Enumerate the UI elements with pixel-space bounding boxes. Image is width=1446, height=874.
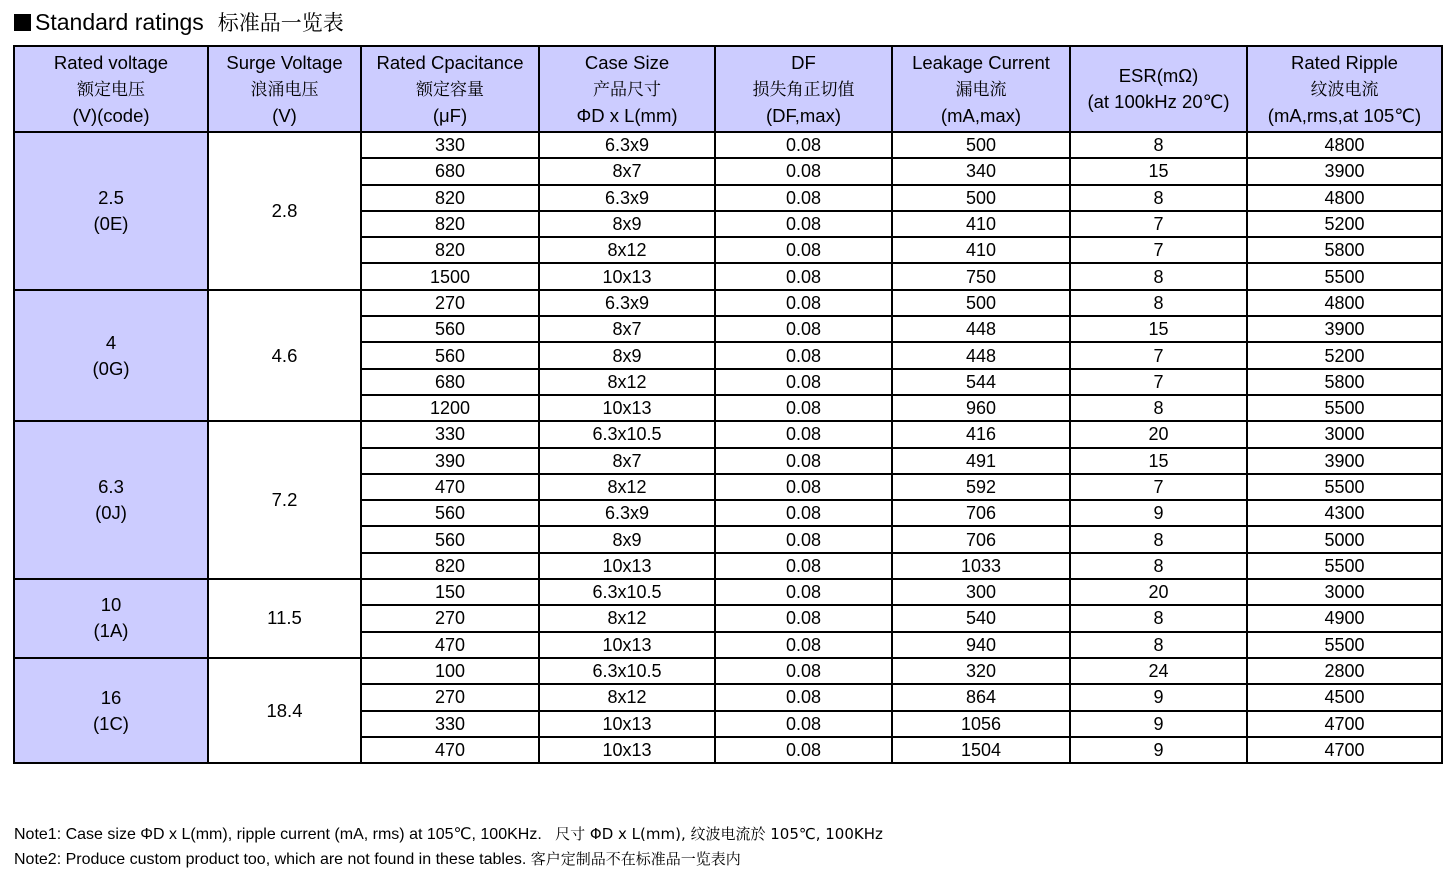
df-cell: 0.08	[715, 474, 892, 500]
case-size-cell: 8x7	[539, 316, 715, 342]
ripple-cell: 5800	[1247, 369, 1442, 395]
header-cn: 产品尺寸	[593, 79, 661, 100]
ripple-cell: 5500	[1247, 632, 1442, 658]
esr-cell: 8	[1070, 185, 1247, 211]
header-en: Case Size	[584, 51, 670, 73]
header-cn: 损失角正切值	[752, 79, 855, 100]
leakage-cell: 500	[892, 290, 1070, 316]
capacitance-cell: 270	[361, 605, 539, 631]
capacitance-cell: 680	[361, 369, 539, 395]
capacitance-cell: 270	[361, 290, 539, 316]
leakage-cell: 1056	[892, 711, 1070, 737]
header-surge-voltage	[208, 46, 361, 132]
leakage-cell: 320	[892, 658, 1070, 684]
header-en: Rated voltage	[53, 51, 169, 73]
ripple-cell: 5200	[1247, 211, 1442, 237]
rated-voltage-cell	[14, 290, 208, 421]
esr-cell: 9	[1070, 684, 1247, 710]
header-en: Surge Voltage	[226, 51, 343, 73]
header-rated-voltage	[14, 46, 208, 132]
capacitance-cell: 1200	[361, 395, 539, 421]
rated-voltage-cell	[14, 579, 208, 658]
header-esr	[1070, 46, 1247, 132]
esr-cell: 24	[1070, 658, 1247, 684]
leakage-cell: 706	[892, 526, 1070, 552]
esr-cell: 15	[1070, 316, 1247, 342]
capacitance-cell: 560	[361, 500, 539, 526]
note-1-en: Note1: Case size ΦD x L(mm), ripple current (mA, rms) at 105℃, 100KHz.	[14, 826, 542, 843]
df-cell: 0.08	[715, 342, 892, 368]
esr-cell: 8	[1070, 263, 1247, 289]
case-size-cell: 8x7	[539, 448, 715, 474]
esr-cell: 7	[1070, 474, 1247, 500]
header-unit: (mA,rms,at 105℃)	[1267, 104, 1422, 126]
case-size-cell: 6.3x9	[539, 500, 715, 526]
ripple-cell: 5500	[1247, 263, 1442, 289]
table-row	[14, 658, 1442, 684]
rated-voltage-cell	[14, 421, 208, 579]
ripple-cell: 4900	[1247, 605, 1442, 631]
df-cell: 0.08	[715, 448, 892, 474]
ripple-cell: 5500	[1247, 553, 1442, 579]
leakage-cell: 1504	[892, 737, 1070, 763]
df-cell: 0.08	[715, 237, 892, 263]
capacitance-cell: 330	[361, 132, 539, 158]
capacitance-cell: 820	[361, 211, 539, 237]
header-unit: (DF,max)	[765, 104, 842, 126]
capacitance-cell: 150	[361, 579, 539, 605]
df-cell: 0.08	[715, 500, 892, 526]
header-en: Rated Cpacitance	[376, 51, 524, 73]
notes	[14, 822, 883, 872]
header-rated-ripple	[1247, 46, 1442, 132]
case-size-cell: 6.3x10.5	[539, 658, 715, 684]
rated-voltage-cell	[14, 658, 208, 763]
ripple-cell: 3000	[1247, 579, 1442, 605]
rated-voltage-cell	[14, 132, 208, 290]
leakage-cell: 300	[892, 579, 1070, 605]
capacitance-cell: 330	[361, 711, 539, 737]
capacitance-cell: 100	[361, 658, 539, 684]
df-cell: 0.08	[715, 369, 892, 395]
standard-ratings-table	[13, 45, 1443, 764]
esr-cell: 15	[1070, 448, 1247, 474]
leakage-cell: 410	[892, 211, 1070, 237]
capacitance-cell: 820	[361, 553, 539, 579]
ripple-cell: 4500	[1247, 684, 1442, 710]
leakage-cell: 340	[892, 158, 1070, 184]
note-1	[14, 822, 883, 847]
case-size-cell: 10x13	[539, 737, 715, 763]
case-size-cell: 8x9	[539, 342, 715, 368]
df-cell: 0.08	[715, 132, 892, 158]
leakage-cell: 544	[892, 369, 1070, 395]
leakage-cell: 1033	[892, 553, 1070, 579]
case-size-cell: 6.3x9	[539, 185, 715, 211]
ripple-cell: 3900	[1247, 316, 1442, 342]
case-size-cell: 6.3x9	[539, 132, 715, 158]
page-title	[14, 6, 344, 38]
df-cell: 0.08	[715, 263, 892, 289]
ripple-cell: 5000	[1247, 526, 1442, 552]
df-cell: 0.08	[715, 290, 892, 316]
note-2-cn: 客户定制品不在标准品一览表内	[530, 850, 741, 868]
header-row	[14, 46, 1442, 132]
leakage-cell: 491	[892, 448, 1070, 474]
capacitance-cell: 470	[361, 737, 539, 763]
df-cell: 0.08	[715, 737, 892, 763]
black-square-icon	[14, 14, 31, 31]
case-size-cell: 10x13	[539, 553, 715, 579]
ripple-cell: 4300	[1247, 500, 1442, 526]
voltage-code: (0G)	[92, 357, 130, 379]
voltage-code: (1A)	[93, 620, 129, 642]
ripple-cell: 3900	[1247, 158, 1442, 184]
ripple-cell: 5800	[1247, 237, 1442, 263]
case-size-cell: 8x12	[539, 684, 715, 710]
header-cn: 额定容量	[416, 79, 484, 100]
df-cell: 0.08	[715, 158, 892, 184]
case-size-cell: 8x12	[539, 237, 715, 263]
capacitance-cell: 270	[361, 684, 539, 710]
ripple-cell: 5200	[1247, 342, 1442, 368]
note-2-en: Note2: Produce custom product too, which are not found in these tables.	[14, 851, 527, 868]
header-unit: (at 100kHz 20℃)	[1087, 91, 1230, 112]
ripple-cell: 3000	[1247, 421, 1442, 447]
capacitance-cell: 680	[361, 158, 539, 184]
header-unit: (V)(code)	[72, 104, 150, 126]
table-row	[14, 132, 1442, 158]
header-unit: (mA,max)	[940, 104, 1022, 126]
esr-cell: 9	[1070, 711, 1247, 737]
capacitance-cell: 390	[361, 448, 539, 474]
case-size-cell: 8x7	[539, 158, 715, 184]
df-cell: 0.08	[715, 185, 892, 211]
ripple-cell: 3900	[1247, 448, 1442, 474]
header-df	[715, 46, 892, 132]
esr-cell: 8	[1070, 132, 1247, 158]
ripple-cell: 4700	[1247, 737, 1442, 763]
surge-voltage-cell: 4.6	[208, 290, 361, 421]
ripple-cell: 5500	[1247, 474, 1442, 500]
df-cell: 0.08	[715, 658, 892, 684]
leakage-cell: 864	[892, 684, 1070, 710]
table-body	[14, 132, 1442, 763]
case-size-cell: 10x13	[539, 395, 715, 421]
df-cell: 0.08	[715, 711, 892, 737]
leakage-cell: 500	[892, 185, 1070, 211]
capacitance-cell: 560	[361, 526, 539, 552]
esr-cell: 8	[1070, 290, 1247, 316]
esr-cell: 9	[1070, 737, 1247, 763]
esr-cell: 20	[1070, 421, 1247, 447]
capacitance-cell: 470	[361, 632, 539, 658]
df-cell: 0.08	[715, 211, 892, 237]
case-size-cell: 8x12	[539, 369, 715, 395]
ripple-cell: 4800	[1247, 132, 1442, 158]
header-unit: (μF)	[432, 104, 468, 126]
voltage-value: 16	[100, 686, 122, 708]
case-size-cell: 6.3x10.5	[539, 421, 715, 447]
case-size-cell: 8x9	[539, 526, 715, 552]
case-size-cell: 8x9	[539, 211, 715, 237]
esr-cell: 9	[1070, 500, 1247, 526]
df-cell: 0.08	[715, 632, 892, 658]
header-cn: 浪涌电压	[250, 79, 319, 100]
esr-cell: 8	[1070, 395, 1247, 421]
esr-cell: 8	[1070, 553, 1247, 579]
header-leakage-current	[892, 46, 1070, 132]
note-1-cn: 尺寸 ΦD x L(mm), 纹波电流於 105℃, 100KHz	[555, 825, 883, 843]
case-size-cell: 10x13	[539, 632, 715, 658]
capacitance-cell: 560	[361, 342, 539, 368]
header-en: Rated Ripple	[1291, 51, 1398, 73]
leakage-cell: 960	[892, 395, 1070, 421]
table-row	[14, 421, 1442, 447]
header-unit: (V)	[272, 104, 297, 126]
df-cell: 0.08	[715, 684, 892, 710]
header-en: Leakage Current	[912, 51, 1050, 73]
capacitance-cell: 1500	[361, 263, 539, 289]
esr-cell: 8	[1070, 526, 1247, 552]
header-cn: 额定电压	[77, 79, 145, 100]
leakage-cell: 448	[892, 316, 1070, 342]
table-row	[14, 290, 1442, 316]
leakage-cell: 410	[892, 237, 1070, 263]
df-cell: 0.08	[715, 395, 892, 421]
case-size-cell: 8x12	[539, 474, 715, 500]
leakage-cell: 416	[892, 421, 1070, 447]
voltage-value: 6.3	[98, 476, 124, 498]
case-size-cell: 6.3x10.5	[539, 579, 715, 605]
leakage-cell: 592	[892, 474, 1070, 500]
case-size-cell: 10x13	[539, 711, 715, 737]
capacitance-cell: 820	[361, 237, 539, 263]
esr-cell: 7	[1070, 211, 1247, 237]
header-en: ESR(mΩ)	[1118, 65, 1199, 86]
df-cell: 0.08	[715, 526, 892, 552]
esr-cell: 20	[1070, 579, 1247, 605]
header-cn: 漏电流	[955, 79, 1007, 100]
header-rated-capacitance	[361, 46, 539, 132]
case-size-cell: 6.3x9	[539, 290, 715, 316]
df-cell: 0.08	[715, 579, 892, 605]
capacitance-cell: 330	[361, 421, 539, 447]
voltage-code: (0E)	[93, 212, 129, 234]
surge-voltage-cell: 11.5	[208, 579, 361, 658]
capacitance-cell: 820	[361, 185, 539, 211]
df-cell: 0.08	[715, 605, 892, 631]
table-header	[14, 46, 1442, 132]
ripple-cell: 4700	[1247, 711, 1442, 737]
voltage-value: 2.5	[98, 186, 124, 208]
esr-cell: 7	[1070, 342, 1247, 368]
capacitance-cell: 560	[361, 316, 539, 342]
df-cell: 0.08	[715, 421, 892, 447]
voltage-value: 10	[100, 594, 122, 616]
note-2	[14, 847, 883, 872]
ripple-cell: 2800	[1247, 658, 1442, 684]
esr-cell: 8	[1070, 605, 1247, 631]
header-en: DF	[791, 51, 816, 73]
esr-cell: 7	[1070, 369, 1247, 395]
title-cn: 标准品一览表	[217, 11, 344, 35]
voltage-value: 4	[105, 331, 117, 353]
ripple-cell: 4800	[1247, 290, 1442, 316]
df-cell: 0.08	[715, 553, 892, 579]
esr-cell: 8	[1070, 632, 1247, 658]
table-row	[14, 579, 1442, 605]
surge-voltage-cell: 7.2	[208, 421, 361, 579]
df-cell: 0.08	[715, 316, 892, 342]
header-cn: 纹波电流	[1310, 79, 1379, 100]
ripple-cell: 5500	[1247, 395, 1442, 421]
leakage-cell: 706	[892, 500, 1070, 526]
leakage-cell: 500	[892, 132, 1070, 158]
case-size-cell: 8x12	[539, 605, 715, 631]
voltage-code: (0J)	[95, 502, 127, 524]
leakage-cell: 540	[892, 605, 1070, 631]
header-unit: ΦD x L(mm)	[576, 104, 678, 126]
leakage-cell: 750	[892, 263, 1070, 289]
surge-voltage-cell: 18.4	[208, 658, 361, 763]
ripple-cell: 4800	[1247, 185, 1442, 211]
esr-cell: 7	[1070, 237, 1247, 263]
esr-cell: 15	[1070, 158, 1247, 184]
voltage-code: (1C)	[93, 712, 129, 734]
surge-voltage-cell: 2.8	[208, 132, 361, 290]
capacitance-cell: 470	[361, 474, 539, 500]
leakage-cell: 448	[892, 342, 1070, 368]
title-en: Standard ratings	[35, 9, 204, 35]
leakage-cell: 940	[892, 632, 1070, 658]
header-case-size	[539, 46, 715, 132]
case-size-cell: 10x13	[539, 263, 715, 289]
